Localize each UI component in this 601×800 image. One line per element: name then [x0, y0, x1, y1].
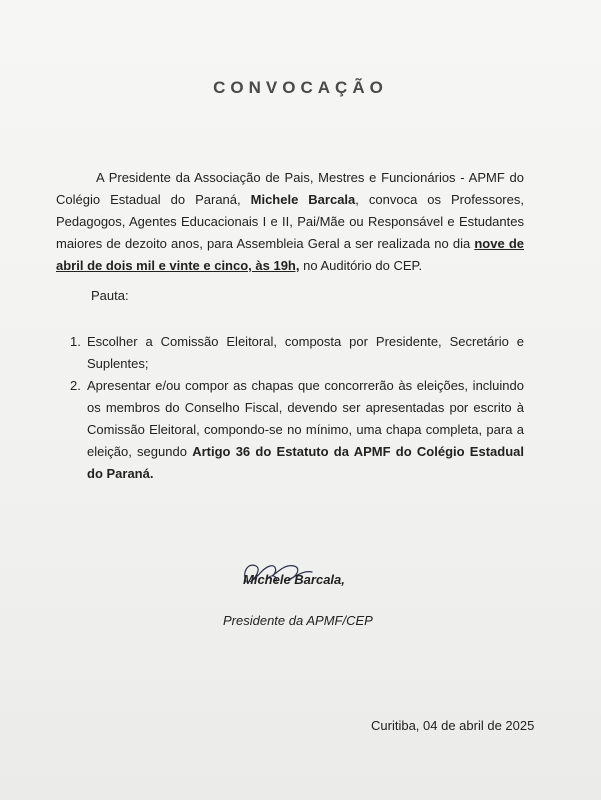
signature-role: Presidente da APMF/CEP [223, 613, 373, 628]
list-item-number: 2. [70, 378, 81, 393]
signature-name: Michele Barcala, [243, 572, 345, 587]
list-item [56, 331, 524, 375]
document-title: CONVOCAÇÃO [213, 78, 388, 97]
president-name: Michele Barcala [250, 192, 356, 207]
place-date: Curitiba, 04 de abril de 2025 [371, 718, 535, 733]
list-item [56, 375, 524, 485]
list-item-number: 1. [70, 334, 81, 349]
convocation-paragraph [56, 167, 524, 277]
list-item-text: Apresentar e/ou compor as chapas que concorrerão às eleições, incluindo os membros do Conselho Fiscal, devendo ser apresentadas por escrito à Comissão Eleitoral, compondo-se no mínimo, uma chapa completa, para a eleição, segundo [87, 378, 524, 459]
pauta-label: Pauta: [91, 288, 129, 303]
paragraph-text-2: , convoca os Professores, Pedagogos, Agentes Educacionais I e II, Pai/Mãe ou Responsável e Estudantes maiores de dezoito anos, para Assembleia Geral a ser realizada no dia [56, 192, 524, 251]
statute-reference: Artigo 36 do Estatuto da APMF do Colégio Estadual do Paraná. [87, 444, 524, 481]
assembly-date-time: nove de abril de dois mil e vinte e cinco, às 19h, [56, 236, 525, 273]
paragraph-text-3: no Auditório do CEP. [299, 258, 423, 273]
agenda-list [56, 331, 524, 485]
paragraph-text-1: A Presidente da Associação de Pais, Mestres e Funcionários - APMF do Colégio Estadual do Paraná, [56, 170, 524, 207]
list-item-text-container [87, 375, 524, 485]
list-item-text: Escolher a Comissão Eleitoral, composta por Presidente, Secretário e Suplentes; [87, 334, 524, 371]
